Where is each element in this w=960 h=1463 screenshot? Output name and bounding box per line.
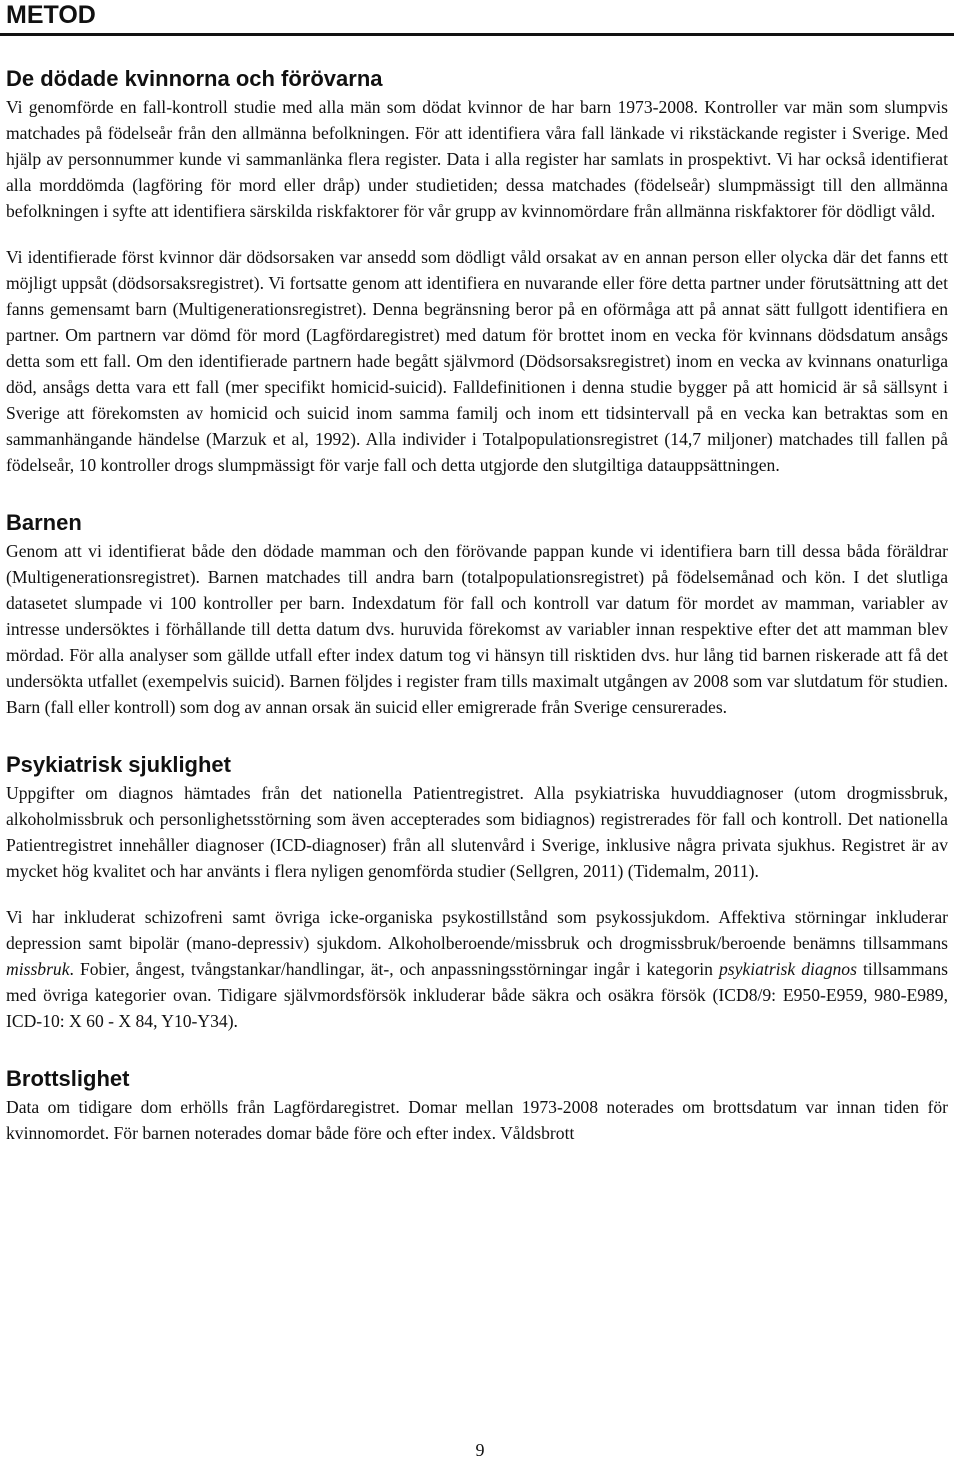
paragraph: Vi identifierade först kvinnor där dödsorsaken var ansedd som dödligt våld orsakat av en annan person eller olycka där det fanns ett möjligt uppsåt (dödsorsaksregistret). Vi fortsatte genom att identifiera en nuvarande eller före detta partner under förutsättning att det fanns gemensamt barn (Multigenerationsregistret). Denna begränsning beror på en oförmåga att på annat sätt fullgott identifiera en partner. Om partnern var dömd för mord (Lagfördaregistret) med datum för brottet inom en vecka för kvinnans dödsdatum ansågs detta som ett fall. Om den identifierade partnern hade begått självmord (Dödsorsaksregistret) inom en vecka av kvinnans onaturliga död, ansågs detta vara ett fall (mer specifikt homicid-suicid). Falldefinitionen i denna studie bygger på att homicid är så sällsynt i Sverige att förekomsten av homicid och suicid inom samma familj och inom ett tidsintervall på en vecka kan betraktas som en sammanhängande händelse (Marzuk et al, 1992). Alla individer i Totalpopulationsregistret (14,7 miljoner) matchades till fallen på födelseår, 10 kontroller drogs slumpmässigt för varje fall och detta utgjorde den slutgiltiga datauppsättningen. xyxy=(6,247,948,475)
section-heading: Brottslighet xyxy=(6,1066,130,1091)
section-victims-perpetrators xyxy=(6,64,948,478)
section-children xyxy=(6,508,948,720)
paragraph: Uppgifter om diagnos hämtades från det nationella Patientregistret. Alla psykiatriska huvuddiagnoser (utom drogmissbruk, alkoholmissbruk och personlighetsstörning som även accepterades som bidiagnos) registrerades för fall och kontroll. Det nationella Patientregistret innehåller diagnoser (ICD-diagnoser) från all slutenvård i Sverige, inklusive några privata sjukhus. Registret är av mycket hög kvalitet och har använts i flera nyligen genomförda studier (Sellgren, 2011) (Tidemalm, 2011). xyxy=(6,783,948,881)
text-run: tillsammans med övriga kategorier ovan. Tidigare självmordsförsök inkluderar både säkra och osäkra försök (ICD8/9: E950-E959, 980-E989, ICD-10: X 60 - X 84, Y10-Y34). xyxy=(6,959,948,1031)
page-content xyxy=(6,64,948,1146)
paragraph: Genom att vi identifierat både den dödade mamman och den förövande pappan kunde vi identifiera barn till dessa båda föräldrar (Multigenerationsregistret). Barnen matchades till andra barn (totalpopulationsregistret) på födelsemånad och kön. I det slutliga datasetet slumpade vi 100 kontroller per barn. Indexdatum för fall och kontroll var datum för mordet av mamman, variabler av intresse undersöktes i förhållande till detta datum dvs. huruvida förekomst av variabler innan respektive efter det att mamman blev mördad. För alla analyser som gällde utfall efter index datum tog vi hänsyn till risktiden dvs. hur lång tid barnen riskerade att få det undersökta utfallet (exempelvis suicid). Barnen följdes i register fram tills maximalt utgången av 2008 som var slutdatum för studien. Barn (fall eller kontroll) som dog av annan orsak än suicid eller emigrerade från Sverige censurerades. xyxy=(6,541,948,717)
paragraph: Vi genomförde en fall-kontroll studie med alla män som dödat kvinnor de har barn 1973-2008. Kontroller var män som slumpvis matchades på födelseår från den allmänna befolkningen. För att identifiera våra fall länkade vi rikstäckande register i Sverige. Med hjälp av personnummer kunde vi sammanlänka flera register. Data i alla register har samlats in prospektivt. Vi har också identifierat alla morddömda (lagföring för mord eller dråp) under studietiden; dessa matchades (födelseår) slumpmässigt till den allmänna befolkningen i syfte att identifiera särskilda riskfaktorer för vår grupp av kvinnomördare från allmänna riskfaktorer för dödligt våld. xyxy=(6,97,948,221)
paragraph xyxy=(6,904,948,1034)
paragraph: Data om tidigare dom erhölls från Lagfördaregistret. Domar mellan 1973-2008 noterades om brottsdatum var innan tiden för kvinnomordet. För barnen noterades domar både före och efter index. Våldsbrott xyxy=(6,1097,948,1143)
section-heading: De dödade kvinnorna och förövarna xyxy=(6,66,383,91)
text-run: . Fobier, ångest, tvångstankar/handlingar, ät-, och anpassningsstörningar ingår i kategorin xyxy=(69,959,719,979)
section-heading: Barnen xyxy=(6,510,82,535)
section-crime xyxy=(6,1064,948,1146)
section-heading: Psykiatrisk sjuklighet xyxy=(6,752,231,777)
section-psychiatric xyxy=(6,750,948,1034)
emphasis-term: missbruk xyxy=(6,959,70,979)
emphasis-term: psykiatrisk diagnos xyxy=(718,959,857,979)
chapter-title: METOD xyxy=(6,1,96,29)
text-run: Vi har inkluderat schizofreni samt övriga icke-organiska psykostillstånd som psykossjukdom. Affektiva störningar inkluderar depression samt bipolär (mano-depressiv) sjukdom. Alkoholberoende/missbruk och drogmissbruk/beroende benämns tillsammans xyxy=(6,907,948,953)
chapter-divider xyxy=(0,33,954,36)
page-number: 9 xyxy=(475,1440,485,1460)
